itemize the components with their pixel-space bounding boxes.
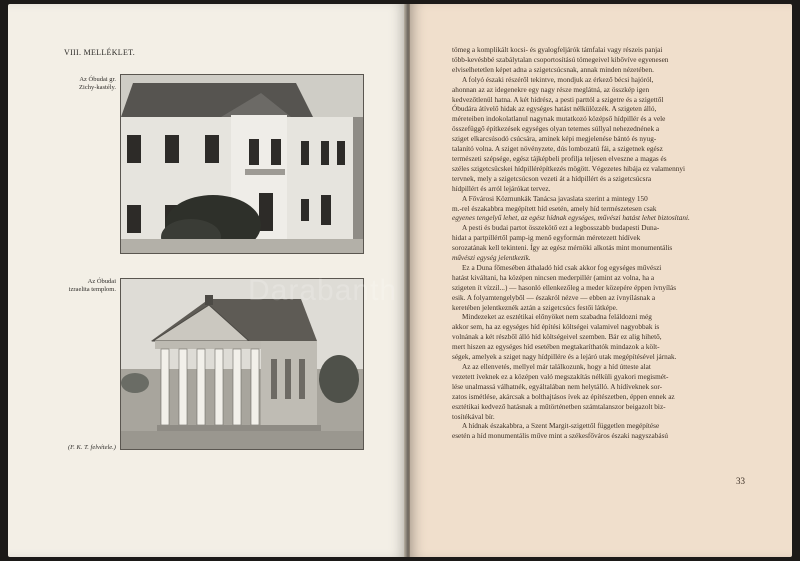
text-line: esztétikai kedvező hatásnak a műtörténetben számtalanszor beigazolt biz- bbox=[452, 402, 666, 411]
right-page bbox=[410, 4, 792, 557]
text-line: akkor sem, ha az egységes híd építési költségei valamivel nagyobbak is bbox=[452, 323, 660, 332]
photo2-caption-line: izraelita templom. bbox=[68, 286, 116, 293]
text-line: A hídnak északabbra, a Szent Margit-szigettől független megépítése bbox=[462, 422, 660, 431]
text-line: talanító volna. A sziget növényzete, dús lombozatú fái, a szigetnek egész bbox=[452, 145, 663, 154]
photo1-caption bbox=[52, 76, 116, 92]
photo2-caption-line: Az Óbudai bbox=[87, 278, 116, 285]
text-line: tervnek, mely a szigetcsúcson vezeti át a hídpillért és a szigetcsúcsra bbox=[452, 174, 652, 183]
text-line: több-kevésbbé szabálytalan csoportosítású tömegeivel kibővíve egyenesen bbox=[452, 55, 669, 64]
text-line: tosítékával bír. bbox=[452, 412, 495, 421]
text-line: szigeten ít vízzil...) — hasonló ellenkezőleg a meder közepére éppen ívnyílás bbox=[452, 283, 677, 292]
page-number: 33 bbox=[736, 476, 745, 486]
text-line: A Fővárosi Közmunkák Tanácsa javaslata szerint a mintegy 150 bbox=[462, 194, 648, 203]
castle-photo-graphic bbox=[121, 75, 363, 253]
text-line: Az az ellenvetés, mellyel már találkozunk, hogy a híd útteste alat bbox=[462, 363, 651, 371]
text-line: egyenes tengelyű lehet, az egész hídnak egységes, művészi hatást lehet biztosítani. bbox=[452, 214, 690, 223]
text-line: elviselhetetlen képet adna a szigetcsúcsnak, annak minden nézetében. bbox=[452, 65, 654, 74]
watermark: Darabanth bbox=[248, 274, 398, 307]
text-line: sziget elkarcsúsodó csúcsára, aminek képi megjelenése bántó és nyug- bbox=[452, 135, 657, 144]
photo1-caption-line: Az Óbudai gr. bbox=[79, 76, 116, 83]
zichy-castle-photo bbox=[120, 74, 364, 254]
text-line: volnának a két részből álló híd költségeivel szemben. Bár ez alig hihető, bbox=[452, 333, 662, 342]
text-line: művészi egység jelentkezik. bbox=[452, 254, 531, 263]
text-line: hídpillért és arról lejárókat tervez. bbox=[452, 184, 551, 193]
text-line: mert hiszen az egységes híd esetében megtakaríthatók mindazok a költ- bbox=[452, 343, 660, 352]
text-line: Mindezeket az esztétikai előnyöket nem szabadna feláldozni még bbox=[462, 313, 652, 322]
text-line: természeti szépsége, egész tájképbeli profilja teljesen elveszne a magas és bbox=[452, 154, 667, 163]
text-line: ahonnan az az idegenekre egy nagy része meglátná, az összkép igen bbox=[452, 85, 650, 94]
text-line: hidat a partpillértől pamp-ig menő egyformán méretezett hídívek bbox=[452, 234, 641, 243]
photo1-caption-line: Zichy-kastély. bbox=[79, 84, 116, 91]
text-line: A pesti és budai partot összekötő ezt a legbosszabb budapesti Duna- bbox=[462, 224, 660, 233]
text-line: ségek, amelyek a sziget nagy hídpillére és a lejáró utak megépítésével járnak. bbox=[452, 353, 677, 362]
text-line: széles szigetcsücskei hídpillérépítkezés mögött. Végezetes hibája ez valamennyi bbox=[452, 164, 685, 173]
text-line: esik. A folyamtengelyből — északról nézve — ebben az ívnyílásnak a bbox=[452, 293, 656, 302]
text-line: hatást kiváltani, ha középen nincsen mederpillér (amint az volna, ha a bbox=[452, 273, 655, 282]
text-line: esetén a híd monumentális műve mint a székesfőváros északi nagyszabású bbox=[452, 432, 669, 441]
text-line: méreteiben indokolatlanul nagynak mutatkozó középső hídpillér és a vele bbox=[452, 115, 666, 124]
plate-header: VIII. MELLÉKLET. bbox=[64, 48, 136, 57]
text-line: Ez a Duna főmesében áthaladó híd csak akkor fog egységes művészi bbox=[462, 263, 662, 272]
text-line: A folyó északi részéről tekintve, mondjuk az érkező bécsi hajóról, bbox=[462, 75, 654, 84]
text-line: összefüggő építkezések egységes olyan tetemes súllyal nehezednének a bbox=[452, 125, 660, 134]
text-line: m.-rel északabbra megépített híd esetén, amely híd természetesen csak bbox=[452, 204, 657, 213]
text-line: sorozatának kell tekinteni. Így az egész mérnöki alkotás mint monumentális bbox=[452, 244, 673, 253]
text-line: kedvezőtlenül hatna. A két hídrész, a pesti parttól a szigetre és a szigettől bbox=[452, 95, 664, 104]
text-line: lése unalmassá válhatnék, egyáltalában nem helytálló. A hídíveknek sor- bbox=[452, 382, 663, 391]
body-text bbox=[452, 46, 770, 442]
book-spread bbox=[8, 4, 792, 557]
text-line: keretében jelentkeznék aztán a szigetcsúcs festői látképe. bbox=[452, 303, 618, 312]
text-line: vezetett íveknek ez a középen való megszakítás nélküli gyakori megismét- bbox=[452, 372, 669, 381]
text-line: zatos ismétlése, akárcsak a bolthajtásos ívek az építészetben, éppen ennek az bbox=[452, 392, 675, 401]
photo-credit: (F. K. T. felvétele.) bbox=[68, 444, 116, 451]
text-line: Óbudára átívelő hidak az egységes hatást nélkülözzék. A szigeten álló, bbox=[452, 105, 657, 114]
photo2-caption bbox=[52, 278, 116, 294]
text-line: tömeg a komplikált kocsi- és gyalogfeljárók támfalai vagy részeis panjai bbox=[452, 46, 663, 54]
